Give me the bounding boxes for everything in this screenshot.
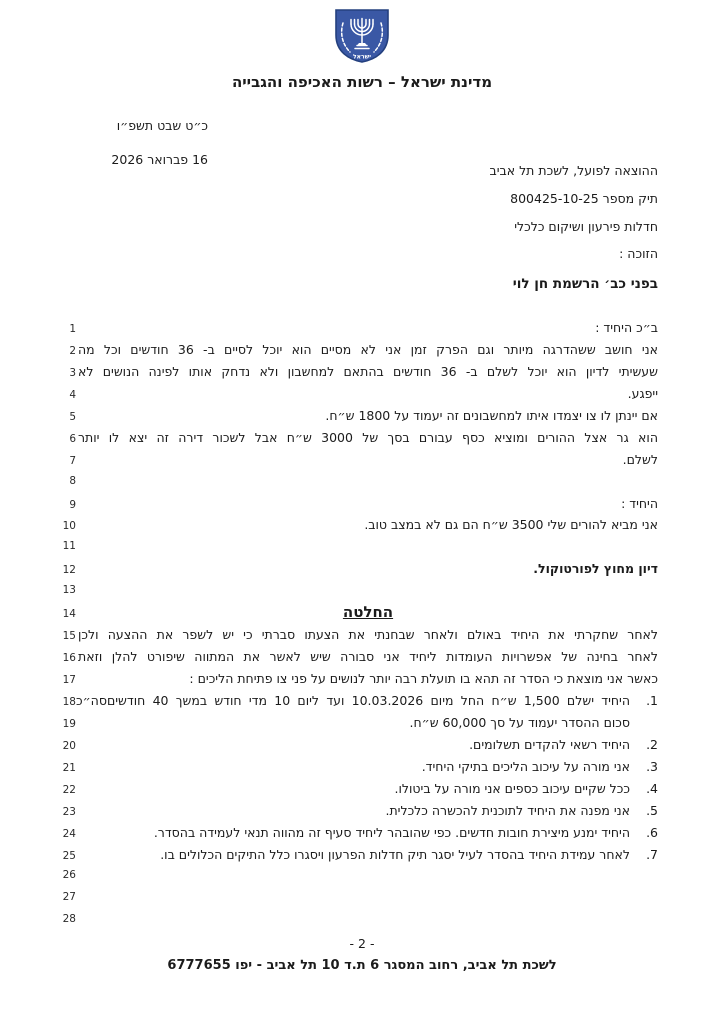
list-item — [76, 778, 658, 800]
transcript-line — [54, 580, 658, 602]
transcript-line — [54, 558, 658, 580]
list-item — [76, 734, 658, 756]
line-text: ב״כ היחיד : — [595, 320, 658, 335]
line-text: אם יינתן לו צו יצמדו איתו למחשבונים זה יעמוד על 1800 ש״ח. — [325, 407, 658, 423]
line-number: 16 — [62, 652, 76, 665]
line-number: 4 — [69, 388, 76, 401]
line-number: 2 — [69, 344, 76, 357]
list-item-text: היחיד ימנע מיצירת חובות חדשים. כפי שהובהר ליחיד סעיף זה מהווה תנאי לעמידה בהסדר. — [153, 824, 630, 840]
line-number: 23 — [62, 805, 76, 818]
hebrew-date: כ״ט שבט תשפ״ו — [116, 118, 208, 133]
line-number: 6 — [69, 432, 76, 445]
transcript-line — [54, 361, 658, 383]
line-number: 25 — [62, 849, 76, 862]
case-info-block — [490, 157, 659, 268]
transcript-line — [54, 339, 658, 361]
presiding-registrar-line: בפני כב׳ הרשמת חן לוי — [512, 276, 658, 292]
list-number: 1. — [646, 692, 658, 708]
transcript-line — [54, 668, 658, 690]
creditor-line: הזוכה : — [619, 246, 658, 262]
office-address: לשכת תל אביב, רחוב המסגר 6 ת.ד 10 תל אביב - יפו 6777655 — [167, 958, 557, 973]
list-number: 4. — [646, 780, 658, 796]
page-number: - 2 - — [349, 936, 375, 951]
emblem-label: ישראל — [353, 53, 371, 61]
list-item-text: לאחר עמידת היחיד בהסדר לעיל יסגר תיק חדלות הפרעון ויסגרו כלל התיקים הכלולים בו. — [160, 846, 630, 862]
transcript-line — [54, 405, 658, 427]
list-number: 6. — [646, 824, 658, 840]
line-text: לאחר בחינה של אפשרויות העומדות ליחיד אני סבורה שיש לאשר את המתווה שיפורט להלן וזאת — [78, 649, 658, 665]
line-number: 1 — [69, 323, 76, 335]
gregorian-date: 16 פברואר 2026 — [111, 152, 208, 167]
transcript-line — [54, 383, 658, 405]
transcript-line — [54, 624, 658, 646]
line-number: 28 — [62, 913, 76, 926]
list-item-text: היחיד ישלם 1,500 ש״ח החל מיום 10.03.2026 ועד ליום 10 מדי חודש במשך 40 חודשיםסה״כ — [76, 692, 631, 708]
decision-heading: החלטה — [342, 603, 394, 622]
transcript-line — [54, 690, 658, 712]
line-number: 13 — [62, 584, 76, 597]
transcript-line — [54, 734, 658, 756]
list-item — [76, 690, 658, 712]
transcript-line — [54, 646, 658, 668]
transcript-line — [54, 471, 658, 493]
transcript-body — [54, 317, 658, 931]
office-line: ההוצאה לפועל, לשכת תל אביב — [489, 163, 658, 178]
transcript-line — [54, 514, 658, 536]
line-text: לאחר שחקרתי את היחיד באולם ולאחר שבחנתי את הצעתו סברתי כי יש לשפר את ההצעה ולכן — [78, 627, 658, 643]
line-number: 21 — [62, 761, 76, 774]
list-item-text: אני מורה על עיכוב הליכים בתיקי היחיד. — [421, 758, 630, 774]
line-number: 26 — [62, 869, 76, 882]
line-number: 15 — [62, 630, 76, 643]
line-number: 11 — [62, 540, 76, 553]
transcript-line — [54, 602, 658, 624]
line-number: 19 — [62, 717, 76, 730]
line-text: הוא גר אצל ההורים ומוציא כסף עבורם בסך של 3000 ש״ח אבל לשכור דירה זה יצא לו יותר — [78, 429, 658, 445]
transcript-line — [54, 844, 658, 866]
line-text: אני מביא להורים שלי 3500 ש״ח הם גם לא במצב טוב. — [364, 517, 658, 533]
list-item-text: אני מפנה את היחיד לתוכנית להכשרה כלכלית. — [385, 802, 630, 818]
line-text: שעשיתי לדיון הוא יוכל לשלם ב- 36 חודשים בהתאם למחשבון ולא נדחק אותו לפינה הנושים לא — [78, 363, 658, 379]
line-number: 14 — [62, 608, 76, 621]
transcript-line — [54, 800, 658, 822]
transcript-line — [54, 493, 658, 515]
line-number: 22 — [62, 783, 76, 796]
transcript-line — [54, 822, 658, 844]
list-number: 7. — [646, 846, 658, 862]
transcript-line — [54, 712, 658, 734]
line-number: 17 — [62, 674, 76, 686]
line-text: כאשר אני מוצאת כי הסדר זה תהא בו תועלת רבה יותר לנושים על פני צו פתיחת הליכים : — [189, 671, 658, 686]
line-text: היחיד : — [621, 495, 658, 511]
list-number: 5. — [646, 802, 658, 818]
transcript-line — [54, 887, 658, 909]
line-number: 27 — [62, 891, 76, 904]
line-number: 8 — [69, 474, 76, 487]
list-item-continuation: סכום ההסדר יעמוד על סך 60,000 ש״ח. — [409, 714, 630, 730]
transcript-line — [54, 536, 658, 558]
line-number: 9 — [69, 498, 76, 511]
transcript-line — [54, 427, 658, 449]
proceeding-type-line: חדלות פירעון ושיקום כלכלי — [514, 218, 658, 234]
list-item-text: ככל שקיים עיכוב כספים אני מורה על ביטולו. — [394, 780, 630, 796]
line-number: 7 — [69, 454, 76, 467]
list-number: 2. — [646, 736, 658, 752]
list-item-text: היחיד רשאי להקדים תשלומים. — [469, 736, 630, 752]
line-number: 10 — [62, 520, 76, 533]
line-number: 3 — [69, 366, 76, 379]
transcript-line — [54, 317, 658, 339]
date-block — [0, 109, 208, 177]
line-text: לשלם. — [622, 451, 658, 467]
transcript-line — [54, 449, 658, 471]
list-item — [76, 822, 658, 844]
transcript-line — [54, 909, 658, 931]
line-number: 12 — [62, 564, 76, 577]
line-text: אני חושב ששהדרגה מיותר וגם הפרק זמן אני לא מסיים הוא יוכל לסיים ב- 36 חודשים וכל מה — [78, 341, 658, 357]
transcript-line — [54, 778, 658, 800]
org-title: מדינת ישראל – רשות האכיפה והגבייה — [231, 73, 493, 91]
list-number: 3. — [646, 758, 658, 774]
case-number-line: תיק מספר 800425-10-25 — [510, 190, 658, 206]
list-item — [76, 800, 658, 822]
line-number: 18 — [62, 695, 76, 708]
line-number: 20 — [62, 739, 76, 752]
line-text: דיון מחוץ לפורטוקול. — [533, 561, 658, 577]
line-text: ייפגע. — [627, 385, 658, 401]
line-number: 24 — [62, 827, 76, 840]
list-item — [76, 756, 658, 778]
transcript-line — [54, 865, 658, 887]
list-item — [76, 844, 658, 866]
israel-state-emblem-icon — [333, 7, 391, 67]
transcript-line — [54, 756, 658, 778]
line-number: 5 — [69, 410, 76, 423]
